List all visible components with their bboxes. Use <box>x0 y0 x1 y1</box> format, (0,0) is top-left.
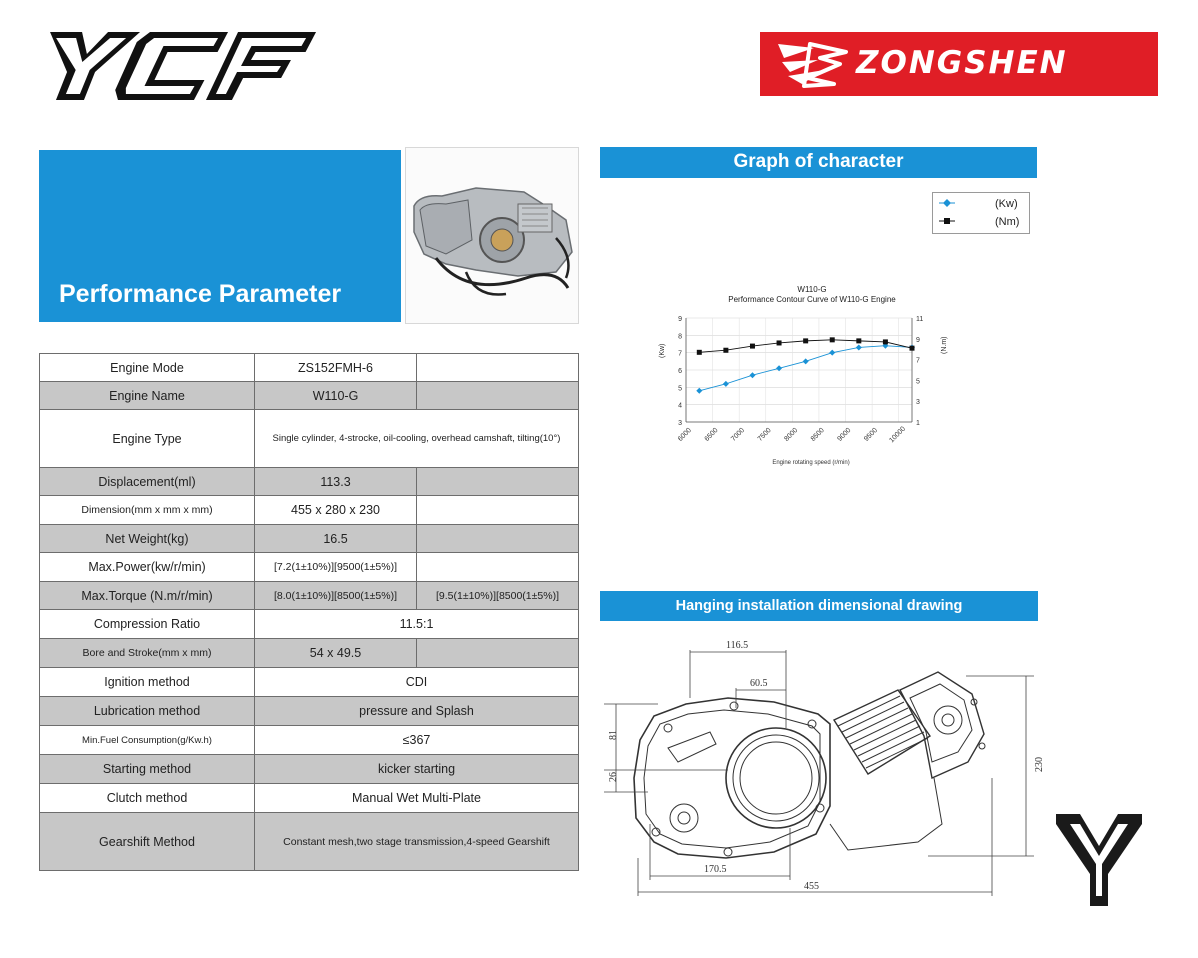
x-tick-label: 9000 <box>836 426 853 443</box>
performance-title: Performance Parameter <box>59 280 342 308</box>
legend-kw-label: (Kw) <box>995 198 1018 210</box>
data-point-nm <box>723 348 728 353</box>
param-value: kicker starting <box>255 755 579 784</box>
engine-photo <box>405 147 579 324</box>
graph-title: Graph of character <box>733 151 904 172</box>
table-row <box>40 354 579 382</box>
ycf-logo-text: YCF <box>28 13 60 30</box>
table-row <box>40 410 579 468</box>
param-value: pressure and Splash <box>255 697 579 726</box>
param-label: Lubrication method <box>40 697 255 726</box>
param-value-2 <box>417 496 579 525</box>
chart-legend <box>932 192 1030 234</box>
legend-kw-marker <box>943 199 951 207</box>
param-label: Ignition method <box>40 668 255 697</box>
x-tick-label: 10000 <box>888 425 908 445</box>
table-row <box>40 639 579 668</box>
table-row <box>40 697 579 726</box>
graph-banner <box>600 147 1037 178</box>
x-tick-label: 6500 <box>703 426 720 443</box>
x-tick-label: 6000 <box>676 426 693 443</box>
data-point-nm <box>856 338 861 343</box>
data-point-kw <box>856 344 862 350</box>
param-label: Engine Mode <box>40 354 255 382</box>
dim-60-5: 60.5 <box>750 678 768 689</box>
y-axis-label: (Kw) <box>659 343 666 358</box>
dimensional-drawing <box>598 628 1050 898</box>
legend-nm-marker <box>944 218 950 224</box>
table-row <box>40 468 579 496</box>
param-value: CDI <box>255 668 579 697</box>
param-value-2 <box>417 553 579 582</box>
y2-tick-label: 3 <box>916 399 920 407</box>
y-tick-label: 8 <box>678 333 682 341</box>
param-label: Clutch method <box>40 784 255 813</box>
engine-illustration <box>406 148 578 323</box>
param-value-2 <box>417 382 579 410</box>
data-point-kw <box>696 388 702 394</box>
drawing-banner <box>600 591 1038 621</box>
param-value: [8.0(1±10%)][8500(1±5%)] <box>255 582 417 610</box>
param-value-2 <box>417 468 579 496</box>
x-tick-label: 7000 <box>730 426 747 443</box>
table-row <box>40 668 579 697</box>
param-label: Compression Ratio <box>40 610 255 639</box>
dim-116-5: 116.5 <box>726 640 749 651</box>
performance-chart <box>652 282 972 472</box>
zongshen-wordmark: ZONGSHEN <box>856 45 1068 81</box>
chart-title: W110-G <box>797 285 827 294</box>
param-value: [7.2(1±10%)][9500(1±5%)] <box>255 553 417 582</box>
param-value: 455 x 280 x 230 <box>255 496 417 525</box>
param-value-2 <box>417 639 579 668</box>
zongshen-wing-icon <box>774 38 850 90</box>
x-tick-label: 9500 <box>863 426 880 443</box>
y-tick-label: 4 <box>678 402 682 410</box>
x-tick-label: 8000 <box>783 426 800 443</box>
param-label: Max.Torque (N.m/r/min) <box>40 582 255 610</box>
param-label: Displacement(ml) <box>40 468 255 496</box>
y2-tick-label: 9 <box>916 336 920 344</box>
y2-tick-label: 7 <box>916 357 920 365</box>
chart-subtitle: Performance Contour Curve of W110-G Engine <box>728 295 896 304</box>
table-row <box>40 813 579 871</box>
param-value: 54 x 49.5 <box>255 639 417 668</box>
dim-81: 81 <box>608 730 619 740</box>
y-tick-label: 6 <box>678 368 682 375</box>
y2-tick-label: 1 <box>916 420 920 427</box>
dim-26: 26 <box>608 772 619 782</box>
param-value: ≤367 <box>255 726 579 755</box>
y2-tick-label: 5 <box>916 378 920 386</box>
param-value: Constant mesh,two stage transmission,4-speed Gearshift <box>255 813 579 871</box>
data-point-nm <box>910 346 915 351</box>
table-row <box>40 582 579 610</box>
parameter-table <box>39 353 579 871</box>
table-row <box>40 755 579 784</box>
y-tick-label: 5 <box>678 385 682 393</box>
table-row <box>40 726 579 755</box>
param-label: Net Weight(kg) <box>40 525 255 553</box>
dim-230: 230 <box>1034 757 1045 772</box>
data-point-nm <box>777 340 782 345</box>
param-value: 11.5:1 <box>255 610 579 639</box>
param-value: 16.5 <box>255 525 417 553</box>
param-label: Dimension(mm x mm x mm) <box>40 496 255 525</box>
param-label: Bore and Stroke(mm x mm) <box>40 639 255 668</box>
performance-banner <box>39 150 401 322</box>
data-point-kw <box>829 350 835 356</box>
param-value-2 <box>417 525 579 553</box>
table-row <box>40 553 579 582</box>
table-row <box>40 784 579 813</box>
dim-455: 455 <box>804 881 819 892</box>
data-point-nm <box>750 344 755 349</box>
table-row <box>40 382 579 410</box>
y-tick-label: 7 <box>678 350 682 358</box>
data-point-kw <box>749 372 755 378</box>
data-point-nm <box>830 337 835 342</box>
data-point-nm <box>883 339 888 344</box>
param-value: W110-G <box>255 382 417 410</box>
x-tick-label: 7500 <box>756 426 773 443</box>
ycf-logo <box>28 13 318 106</box>
data-point-nm <box>697 350 702 355</box>
y-tick-label: 9 <box>678 316 682 323</box>
data-point-kw <box>803 358 809 364</box>
y2-axis-label: (N.m) <box>941 336 948 354</box>
y-tick-label: 3 <box>678 420 682 427</box>
table-row <box>40 496 579 525</box>
param-value-2 <box>417 354 579 382</box>
param-label: Min.Fuel Consumption(g/Kw.h) <box>40 726 255 755</box>
table-row <box>40 610 579 639</box>
data-point-kw <box>776 365 782 371</box>
data-point-kw <box>723 381 729 387</box>
param-value-2: [9.5(1±10%)][8500(1±5%)] <box>417 582 579 610</box>
param-value: Manual Wet Multi-Plate <box>255 784 579 813</box>
y2-tick-label: 11 <box>916 316 924 323</box>
x-tick-label: 8500 <box>809 426 826 443</box>
data-point-nm <box>803 338 808 343</box>
param-label: Gearshift Method <box>40 813 255 871</box>
param-label: Engine Type <box>40 410 255 468</box>
drawing-title: Hanging installation dimensional drawing <box>675 598 963 614</box>
param-value: ZS152FMH-6 <box>255 354 417 382</box>
param-label: Max.Power(kw/r/min) <box>40 553 255 582</box>
param-label: Starting method <box>40 755 255 784</box>
legend-nm-label: (Nm) <box>995 216 1020 228</box>
dim-170-5: 170.5 <box>704 864 727 875</box>
param-value: Single cylinder, 4-strocke, oil-cooling, overhead camshaft, tilting(10°) <box>255 410 579 468</box>
table-row <box>40 525 579 553</box>
param-value: 113.3 <box>255 468 417 496</box>
param-label: Engine Name <box>40 382 255 410</box>
zongshen-logo <box>760 32 1158 96</box>
y-logo <box>1056 812 1142 908</box>
x-axis-label: Engine rotating speed (r/min) <box>772 460 850 466</box>
